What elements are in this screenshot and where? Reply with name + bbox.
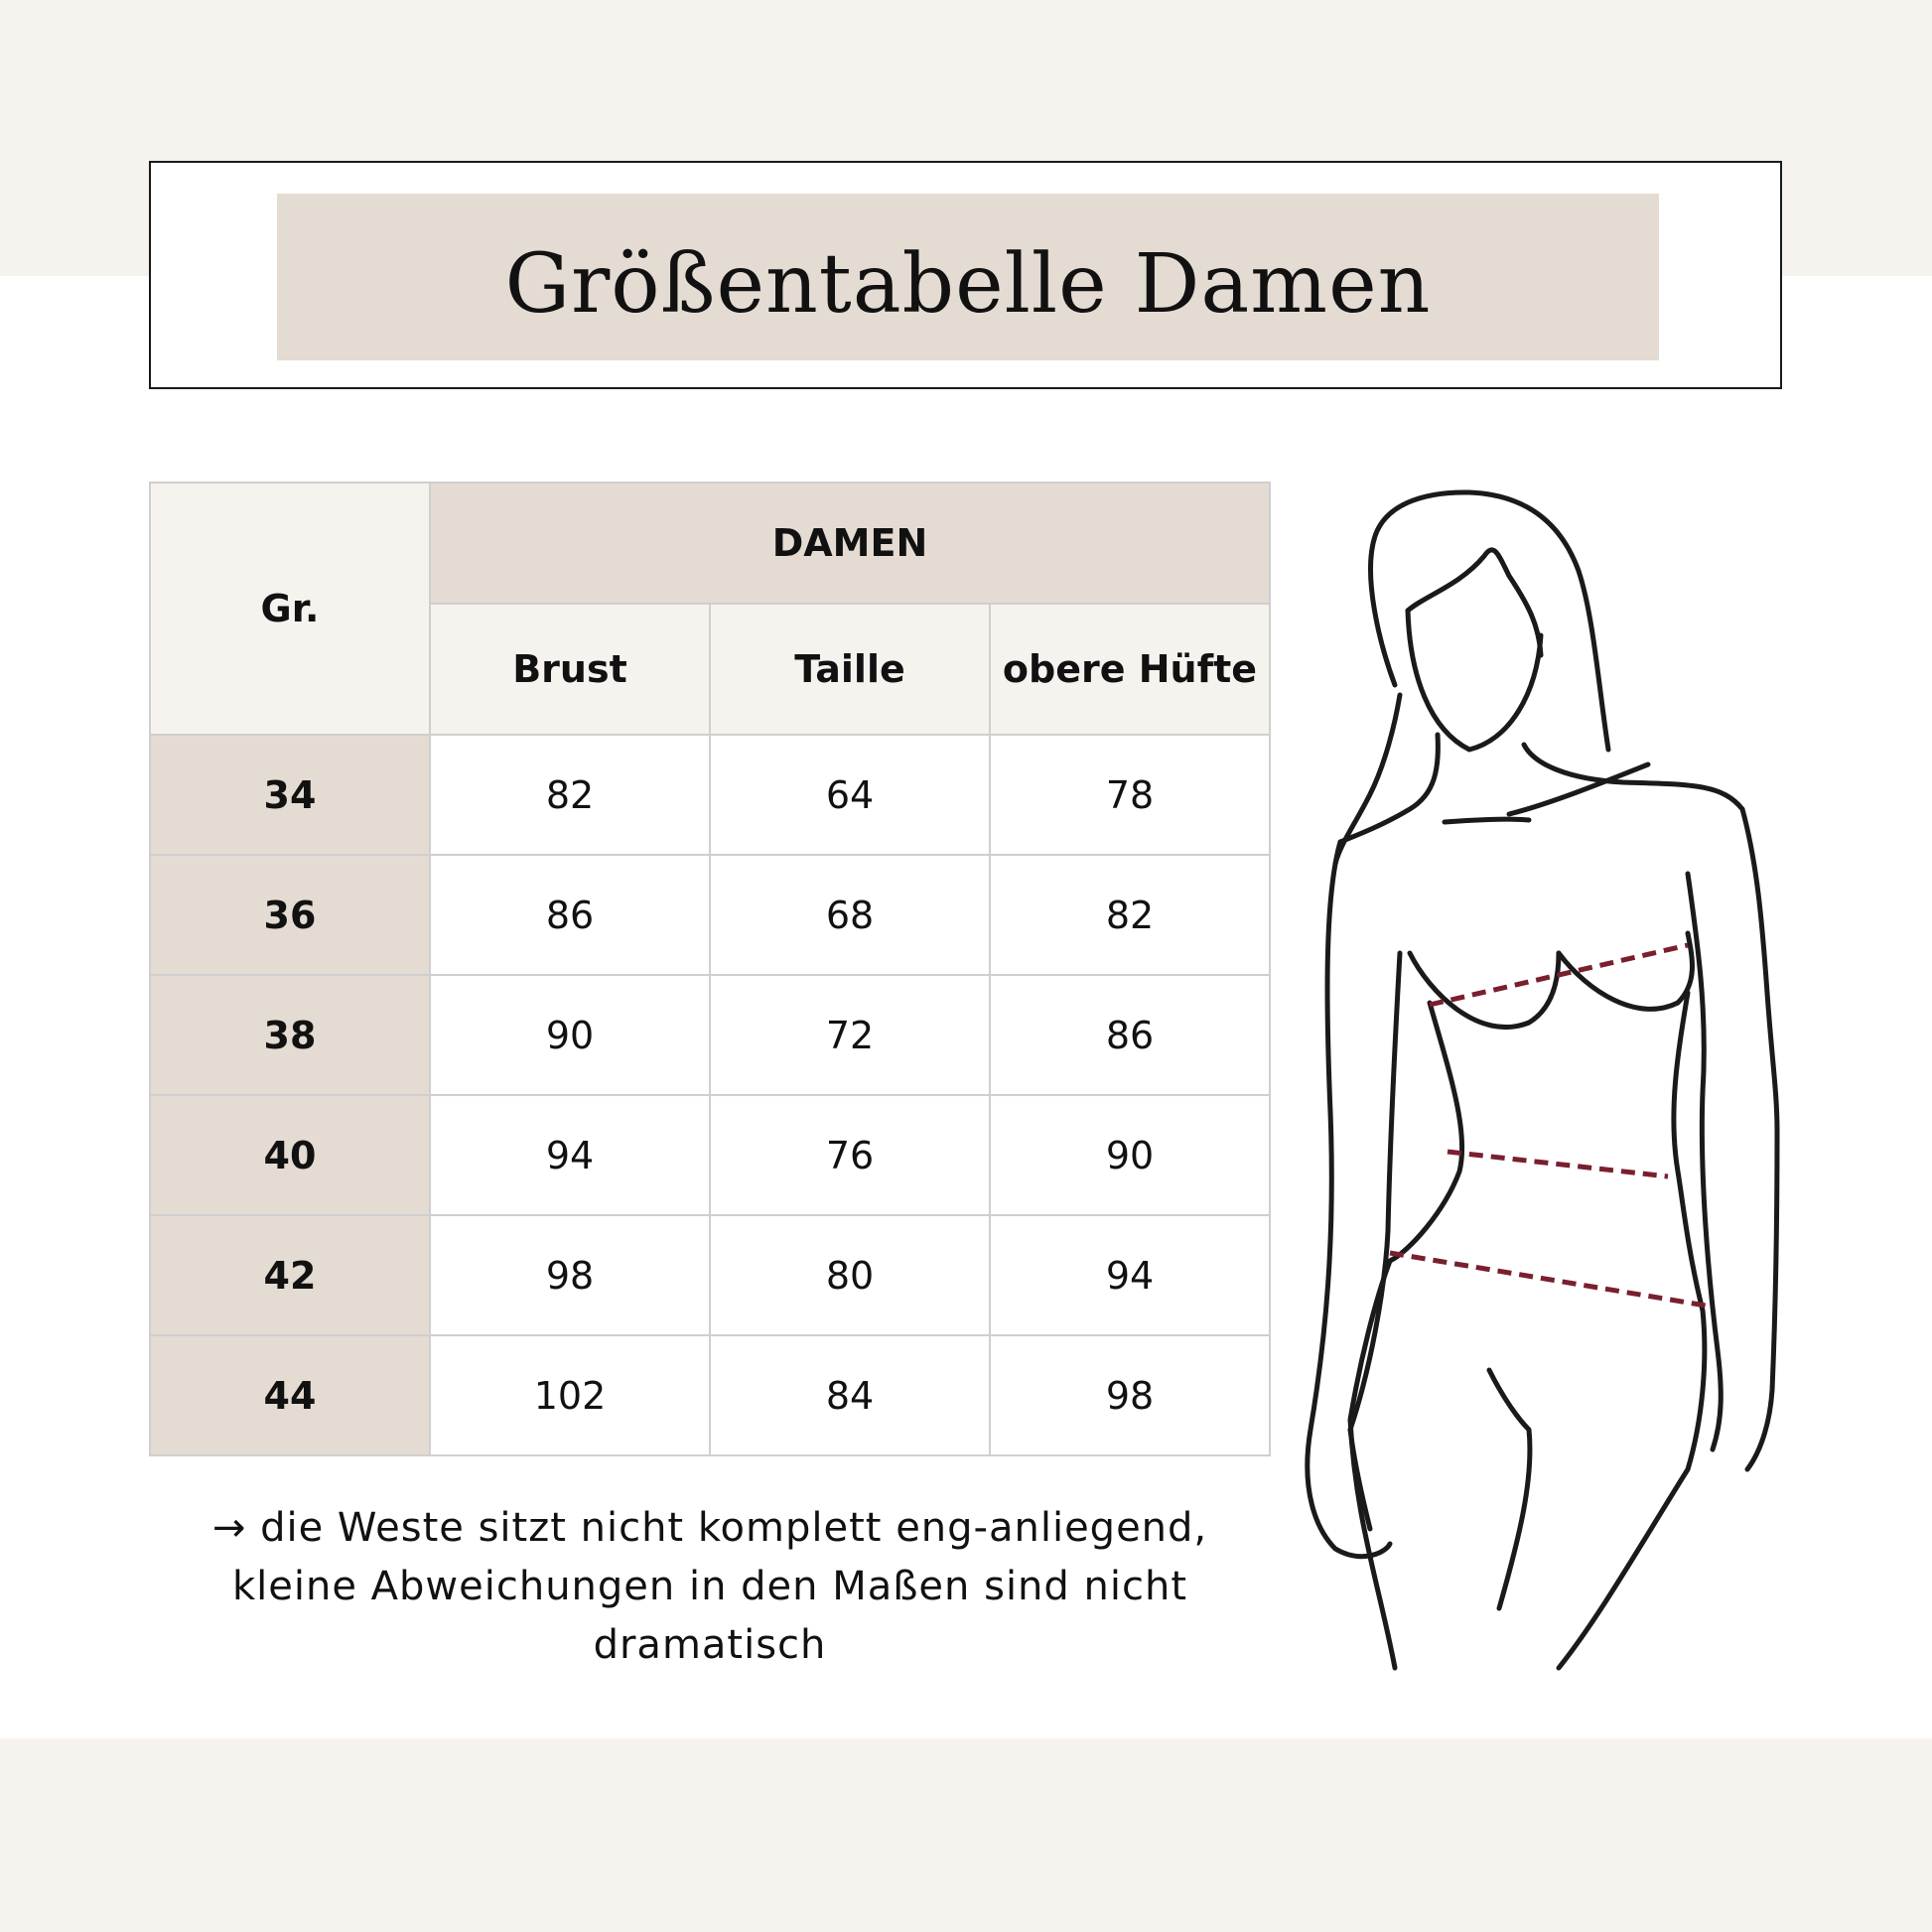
brust-cell: 86	[430, 855, 710, 975]
size-cell: 40	[150, 1095, 430, 1215]
taille-cell: 68	[710, 855, 990, 975]
woman-body-outline-illustration	[1291, 477, 1807, 1678]
huefte-cell: 94	[990, 1215, 1270, 1335]
column-header-huefte: obere Hüfte	[990, 604, 1270, 735]
taille-cell: 64	[710, 735, 990, 855]
brust-cell: 82	[430, 735, 710, 855]
brust-cell: 102	[430, 1335, 710, 1455]
huefte-cell: 98	[990, 1335, 1270, 1455]
table-row	[150, 975, 1270, 1095]
taille-cell: 72	[710, 975, 990, 1095]
huefte-cell: 86	[990, 975, 1270, 1095]
page-title: Größentabelle Damen	[504, 236, 1432, 332]
table-row	[150, 1335, 1270, 1455]
size-cell: 34	[150, 735, 430, 855]
taille-cell: 84	[710, 1335, 990, 1455]
taille-cell: 76	[710, 1095, 990, 1215]
huefte-cell: 78	[990, 735, 1270, 855]
column-header-brust: Brust	[430, 604, 710, 735]
fit-note: → die Weste sitzt nicht komplett eng-anliegend, kleine Abweichungen in den Maßen sind nicht dramatisch	[211, 1505, 1208, 1668]
size-cell: 42	[150, 1215, 430, 1335]
brust-cell: 90	[430, 975, 710, 1095]
size-cell: 44	[150, 1335, 430, 1455]
size-column-header: Gr.	[150, 483, 430, 735]
brust-cell: 98	[430, 1215, 710, 1335]
huefte-cell: 90	[990, 1095, 1270, 1215]
bottom-background-band	[0, 1738, 1932, 1932]
brust-cell: 94	[430, 1095, 710, 1215]
title-frame	[149, 161, 1782, 389]
title-banner	[277, 194, 1659, 360]
table-row	[150, 1095, 1270, 1215]
huefte-cell: 82	[990, 855, 1270, 975]
group-header-damen: DAMEN	[430, 483, 1270, 604]
table-row	[150, 735, 1270, 855]
column-header-taille: Taille	[710, 604, 990, 735]
size-table	[149, 482, 1271, 1456]
table-header-row	[150, 483, 1270, 604]
table-row	[150, 855, 1270, 975]
size-cell: 38	[150, 975, 430, 1095]
table-row	[150, 1215, 1270, 1335]
size-cell: 36	[150, 855, 430, 975]
taille-cell: 80	[710, 1215, 990, 1335]
